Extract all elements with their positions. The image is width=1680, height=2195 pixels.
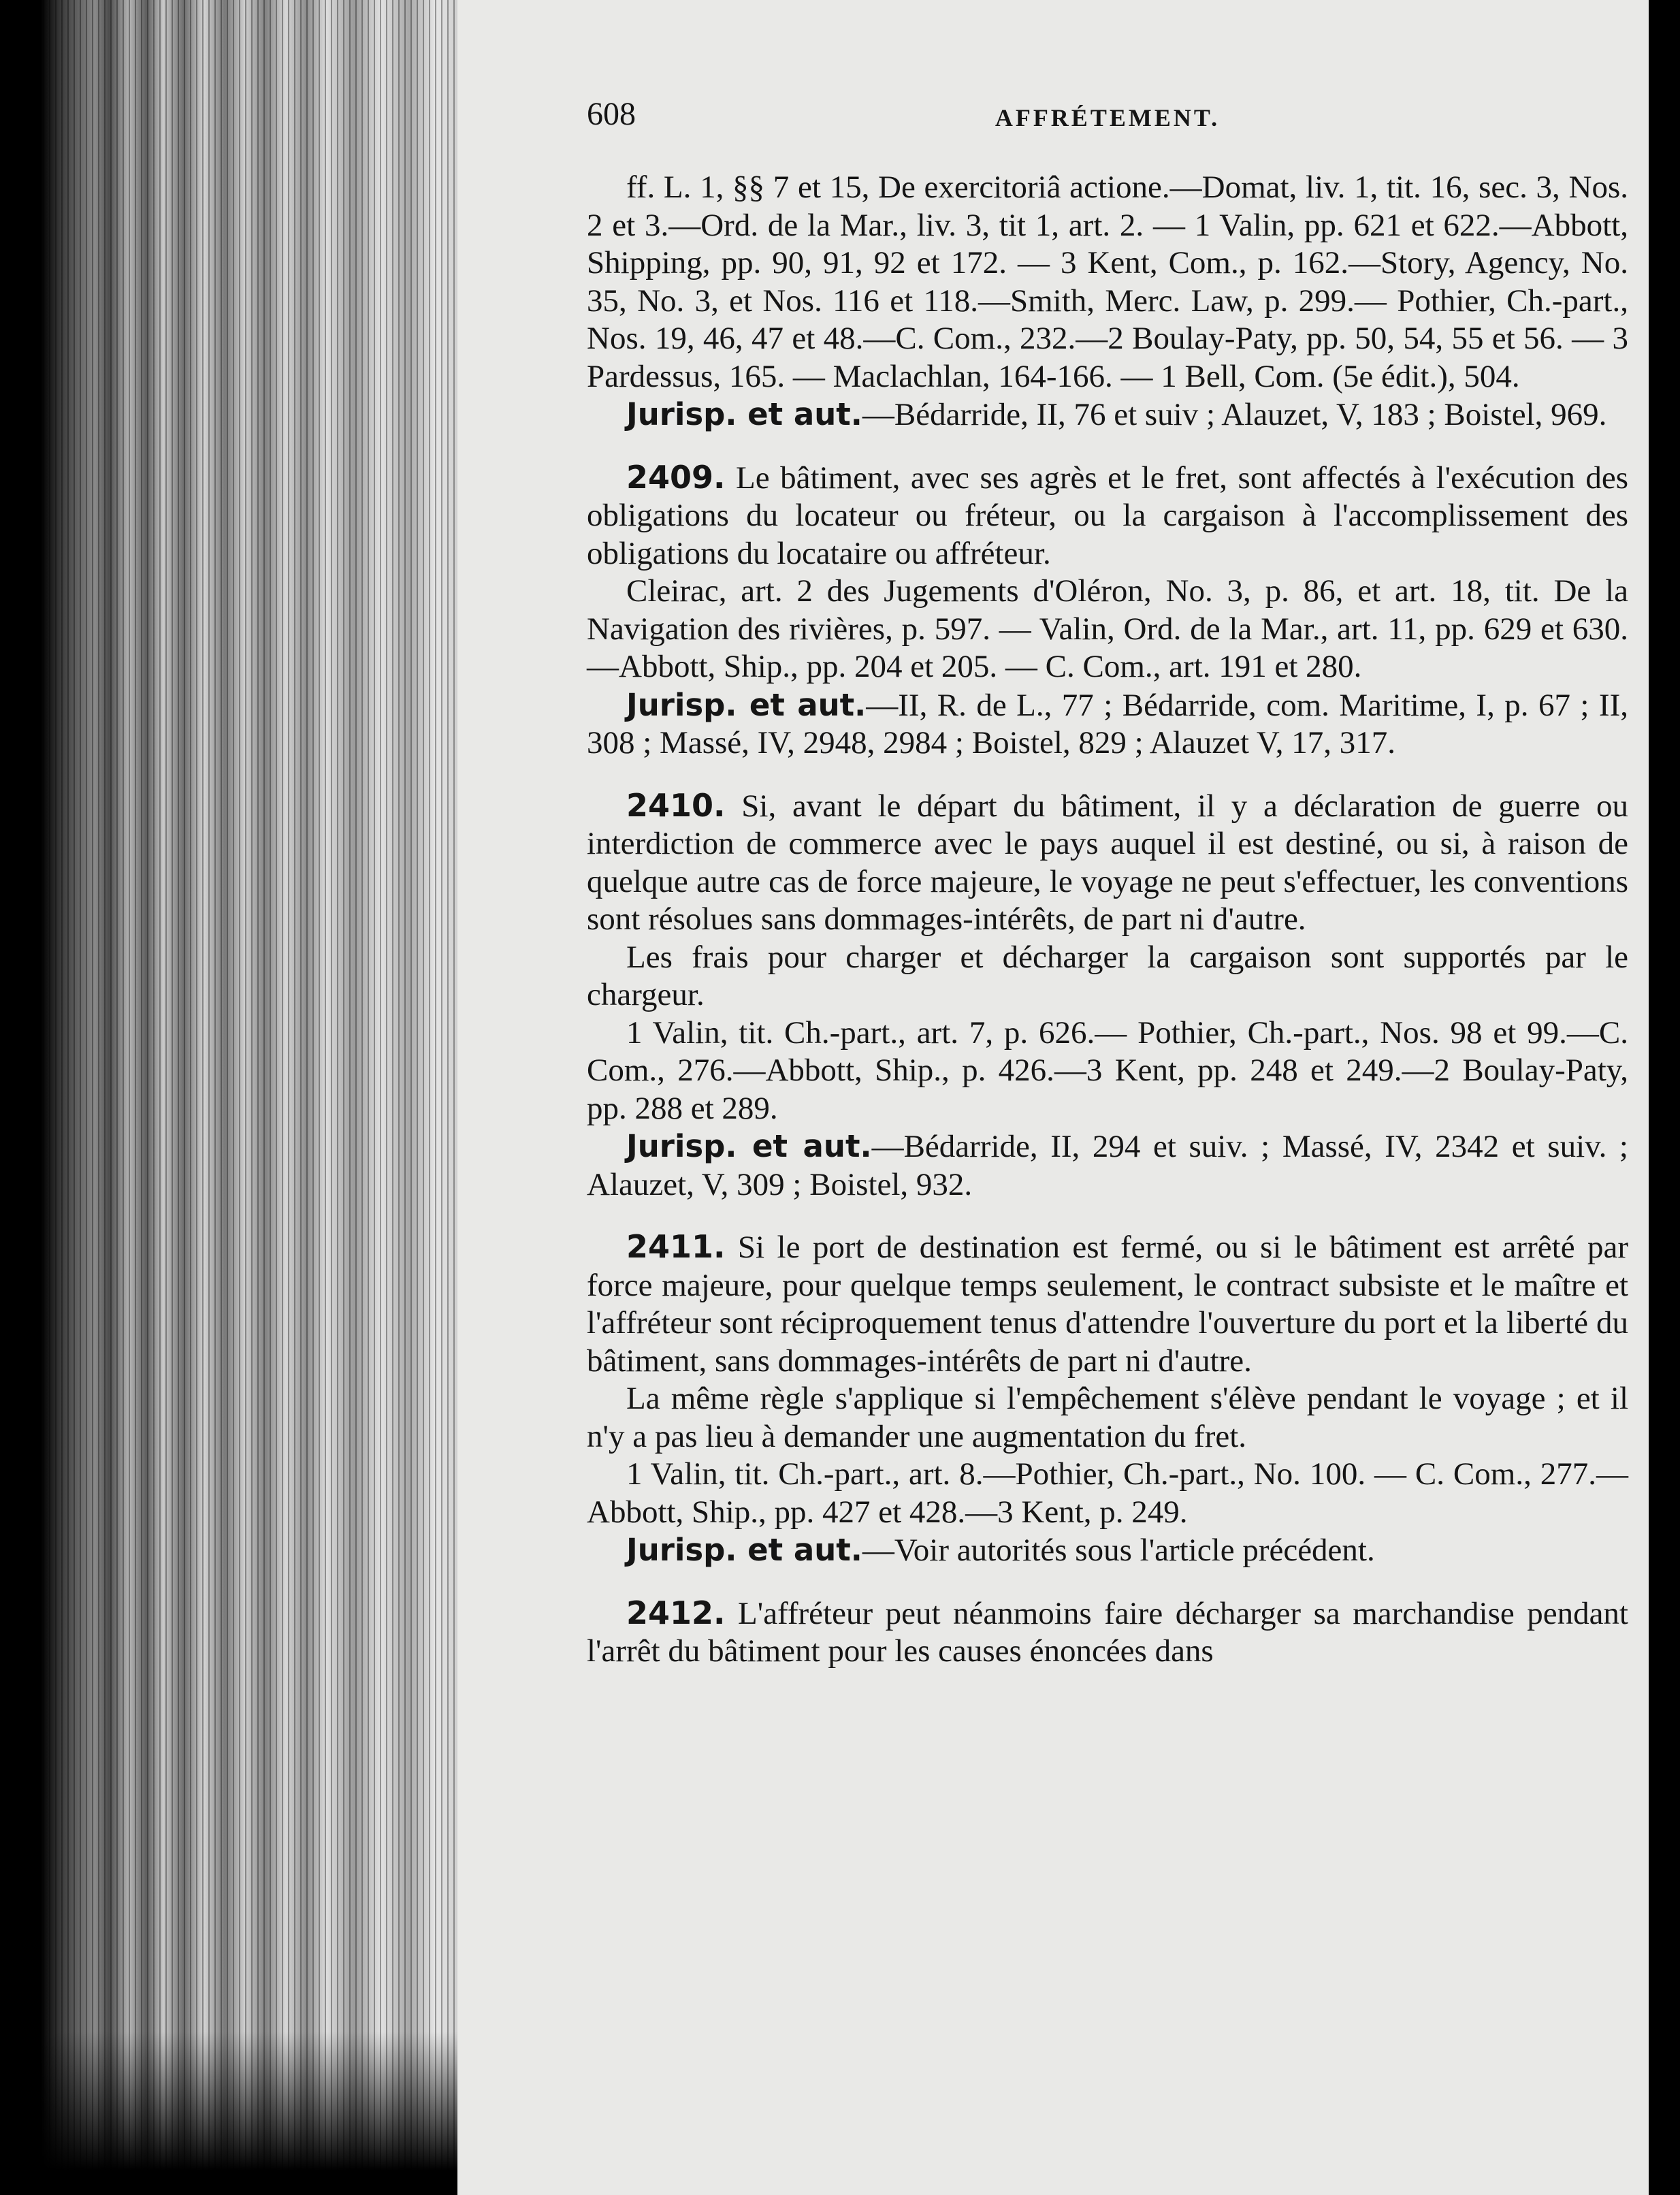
page-number: 608 xyxy=(587,96,636,132)
jurisprudence-paragraph: Jurisp. et aut.—Voir autorités sous l'article précédent. xyxy=(626,1532,1375,1568)
page-header xyxy=(587,95,1628,150)
book-page-edge xyxy=(0,0,457,2195)
article-2411: 2411. Si le port de destination est fermé, ou si le bâtiment est arrêté par force majeure, pour quelque temps seulement, le contract subsiste et le maître et l'affréteur sont réciproquement tenus d'attendre l'ouverture du port et la liberté du bâtiment, sans dommages-intérêts de part ni d'autre. xyxy=(587,1228,1628,1379)
citation-paragraph: 1 Valin, tit. Ch.-part., art. 8.—Pothier, Ch.-part., No. 100. — C. Com., 277.—Abbott, Ship., pp. 427 et 428.—3 Kent, p. 249. xyxy=(587,1456,1628,1530)
scan-border xyxy=(1649,0,1680,2195)
jurisprudence-label: Jurisp. et aut. xyxy=(626,1532,862,1568)
running-title: AFFRÉTEMENT. xyxy=(995,104,1221,131)
article-2412: 2412. L'affréteur peut néanmoins faire décharger sa marchandise pendant l'arrêt du bâtiment pour les causes énoncées dans xyxy=(587,1594,1628,1669)
book-page xyxy=(457,0,1649,2195)
jurisprudence-label: Jurisp. et aut. xyxy=(626,686,867,723)
jurisprudence-label: Jurisp. et aut. xyxy=(626,396,862,432)
article-2410: 2410. Si, avant le départ du bâtiment, il y a déclaration de guerre ou interdiction de commerce avec le pays auquel il est destiné, ou si, à raison de quelque autre cas de force majeure, le voyage ne peut s'effectuer, les conventions sont résolues sans dommages-intérêts, de part ni d'autre. xyxy=(587,786,1629,937)
page-text xyxy=(587,95,1628,1671)
article-number: 2409. xyxy=(626,458,726,496)
article-paragraph: Les frais pour charger et décharger la cargaison sont supportés par le chargeur. xyxy=(587,939,1628,1012)
article-number: 2412. xyxy=(626,1594,726,1631)
jurisprudence-label: Jurisp. et aut. xyxy=(626,1128,872,1164)
citation-paragraph: Cleirac, art. 2 des Jugements d'Oléron, No. 3, p. 86, et art. 18, tit. De la Navigation des rivières, p. 597. — Valin, Ord. de la Mar., art. 11, pp. 629 et 630.—Abbott, Ship., pp. 204 et 205. — C. Com., art. 191 et 280. xyxy=(587,573,1628,684)
article-number: 2411. xyxy=(626,1228,726,1265)
citation-paragraph: 1 Valin, tit. Ch.-part., art. 7, p. 626.— Pothier, Ch.-part., Nos. 98 et 99.—C. Com., 276.—Abbott, Ship., p. 426.—3 Kent, pp. 248 et 249.—2 Boulay-Paty, pp. 288 et 289. xyxy=(587,1014,1628,1126)
citation-paragraph: ff. L. 1, §§ 7 et 15, De exercitoriâ actione.—Domat, liv. 1, tit. 16, sec. 3, Nos. 2 et 3.—Ord. de la Mar., liv. 3, tit 1, art. 2. — 1 Valin, pp. 621 et 622.—Abbott, Shipping, pp. 90, 91, 92 et 172. — 3 Kent, Com., p. 162.—Story, Agency, No. 35, No. 3, et Nos. 116 et 118.—Smith, Merc. Law, p. 299.— Pothier, Ch.-part., Nos. 19, 46, 47 et 48.—C. Com., 232.—2 Boulay-Paty, pp. 50, 54, 55 et 56. — 3 Pardessus, 165. — Maclachlan, 164-166. — 1 Bell, Com. (5e édit.), 504. xyxy=(587,170,1628,394)
jurisprudence-paragraph: Jurisp. et aut.—Bédarride, II, 294 et suiv. ; Massé, IV, 2342 et suiv. ; Alauzet, V, 309 ; Boistel, 932. xyxy=(587,1128,1628,1202)
jurisprudence-paragraph: Jurisp. et aut.—II, R. de L., 77 ; Bédarride, com. Maritime, I, p. 67 ; II, 308 ; Massé, IV, 2948, 2984 ; Boistel, 829 ; Alauzet V, 17, 317. xyxy=(587,686,1628,760)
article-2409: 2409. Le bâtiment, avec ses agrès et le fret, sont affectés à l'exécution des obligations du locateur ou fréteur, ou la cargaison à l'accomplissement des obligations du locataire ou affréteur. xyxy=(587,458,1628,571)
article-number: 2410. xyxy=(626,786,726,824)
article-paragraph: La même règle s'applique si l'empêchement s'élève pendant le voyage ; et il n'y a pas lieu à demander une augmentation du fret. xyxy=(587,1381,1628,1454)
jurisprudence-paragraph: Jurisp. et aut.—Bédarride, II, 76 et suiv ; Alauzet, V, 183 ; Boistel, 969. xyxy=(626,396,1607,432)
